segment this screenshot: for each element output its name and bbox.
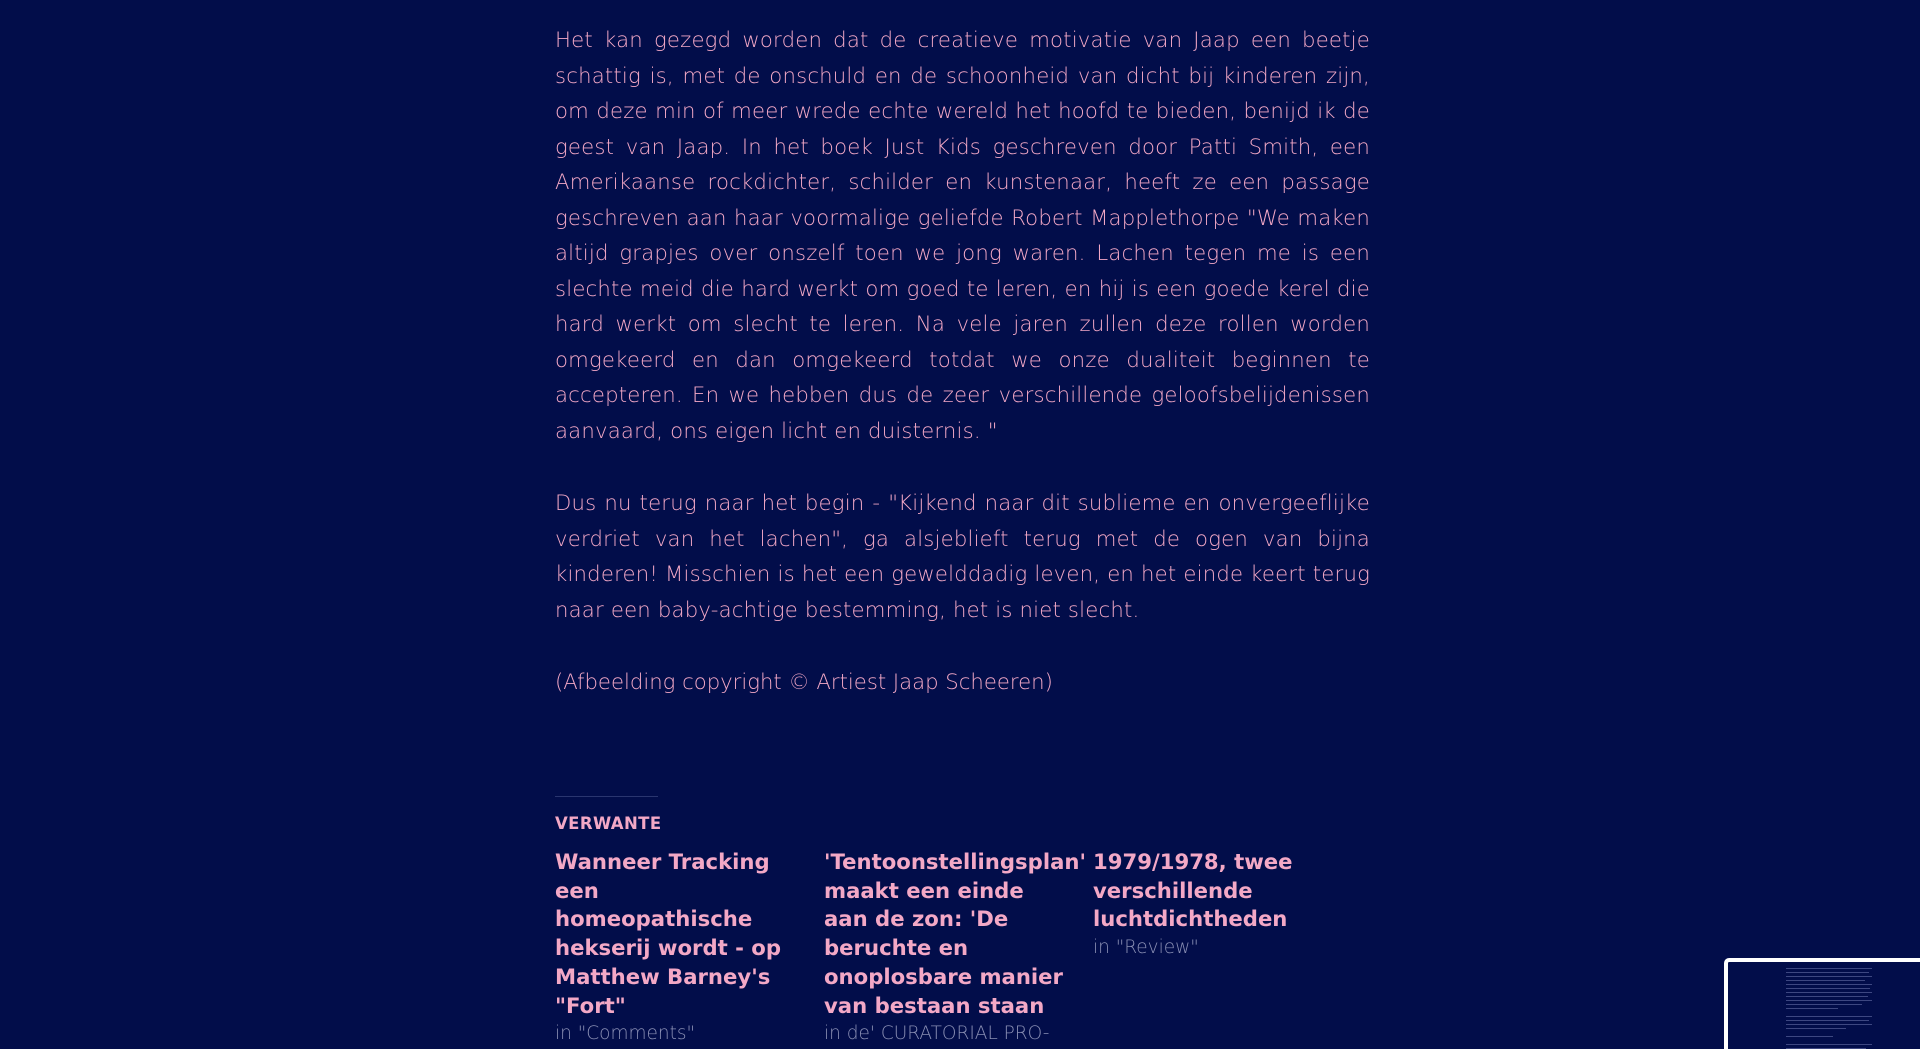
minimap-text-line xyxy=(1786,1028,1846,1029)
minimap-text-line xyxy=(1786,984,1872,985)
minimap-text-line xyxy=(1786,996,1868,997)
related-heading: VERWANTE xyxy=(555,814,662,833)
minimap-page-preview xyxy=(1786,968,1872,1049)
article-paragraph: Het kan gezegd worden dat de creatieve motivatie van Jaap een beetje schattig is, met de onschuld en de schoonheid van dicht bij kinderen zijn, om deze min of meer wrede echte wereld het hoofd te bieden, benijd ik de geest van Jaap. In het boek Just Kids geschreven door Patti Smith, een Amerikaanse rockdichter, schilder en kunstenaar, heeft ze een passage geschreven aan haar voormalige geliefde Robert Mapplethorpe "We maken altijd grapjes over onszelf toen we jong waren. Lachen tegen me is een slechte meid die hard werkt om goed te leren, en hij is een goede kerel die hard werkt om slecht te leren. Na vele jaren zullen deze rollen worden omgekeerd en dan omgekeerd totdat we onze dualiteit beginnen te accepteren. En we hebben dus de zeer verschillende geloofsbelijdenissen aanvaard, ons eigen licht en duisternis. " xyxy=(555,27,1370,443)
minimap-text-line xyxy=(1786,1008,1838,1009)
minimap-text-line xyxy=(1786,972,1869,973)
related-category: in de' CURATORIAL PRO- xyxy=(824,1023,1050,1045)
related-item xyxy=(824,848,1086,1048)
minimap-text-line xyxy=(1786,968,1872,969)
minimap-text-line xyxy=(1786,1036,1833,1037)
minimap-text-line xyxy=(1786,992,1872,993)
minimap-text-line xyxy=(1786,1016,1872,1017)
minimap-text-line xyxy=(1786,1004,1862,1005)
related-category: in "Comments" xyxy=(555,1023,696,1045)
related-category: in "Review" xyxy=(1093,937,1199,959)
page-minimap[interactable] xyxy=(1724,958,1920,1049)
related-link[interactable]: Wanneer Tracking een homeopathische hekserij wordt - op Matthew Barney's "Fort" xyxy=(555,849,782,1018)
minimap-text-line xyxy=(1786,1024,1872,1025)
minimap-text-line xyxy=(1786,980,1865,981)
related-divider xyxy=(555,796,658,797)
related-link[interactable]: 1979/1978, twee verschillende luchtdichtheden xyxy=(1093,849,1293,932)
related-item xyxy=(555,848,800,1048)
minimap-text-line xyxy=(1786,1020,1869,1021)
minimap-text-line xyxy=(1786,1000,1872,1001)
image-copyright-caption: (Afbeelding copyright © Artiest Jaap Scheeren) xyxy=(555,669,1053,694)
minimap-text-line xyxy=(1786,988,1870,989)
related-grid xyxy=(555,848,1370,1048)
minimap-text-line xyxy=(1786,1044,1872,1045)
related-link[interactable]: 'Tentoonstellingsplan' maakt een einde aan de zon: 'De beruchte en onoplosbare manier van bestaan staan xyxy=(824,849,1086,1018)
minimap-text-line xyxy=(1786,976,1872,977)
article-body xyxy=(555,22,1370,700)
article-paragraph: Dus nu terug naar het begin - "Kijkend naar dit sublieme en onvergeeflijke verdriet van het lachen", ga alsjeblieft terug met de ogen van bijna kinderen! Misschien is het een gewelddadig leven, en het einde keert terug naar een baby-achtige bestemming, het is niet slecht. xyxy=(555,490,1370,622)
related-item xyxy=(1093,848,1338,1048)
related-posts xyxy=(555,796,1370,1048)
